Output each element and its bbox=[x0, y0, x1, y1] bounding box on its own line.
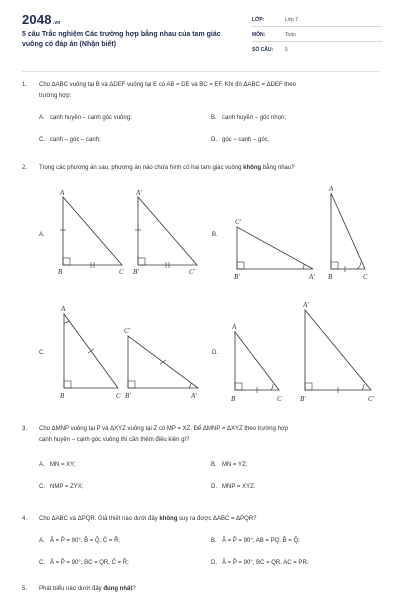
option-b[interactable]: B. bbox=[212, 232, 218, 238]
meta-grade-value: Lớp 7 bbox=[285, 17, 299, 23]
option-label: B. bbox=[211, 538, 217, 544]
option-label: C. bbox=[39, 137, 45, 143]
triangle-abc-prime bbox=[300, 301, 375, 403]
meta-subject-value: Toán bbox=[285, 32, 296, 38]
question-5 bbox=[22, 584, 380, 596]
triangle-abc-prime bbox=[133, 189, 197, 276]
point-label: A bbox=[329, 185, 334, 193]
point-label: B bbox=[60, 392, 65, 400]
option-text: cạnh – góc – cạnh; bbox=[50, 137, 101, 143]
logo-ext: .vn bbox=[52, 20, 61, 26]
page-header bbox=[0, 0, 400, 70]
option-label: A. bbox=[39, 115, 45, 121]
triangle-abc bbox=[58, 189, 124, 276]
figure-d bbox=[225, 298, 380, 410]
option-label: D. bbox=[211, 560, 217, 566]
option-d[interactable]: D. bbox=[212, 350, 218, 356]
question-text-emphasis: đúng nhất bbox=[103, 586, 133, 592]
question-3 bbox=[22, 424, 380, 494]
point-label: A' bbox=[191, 392, 197, 400]
question-text-part: Trong các phương án sau, phương án nào chứa hình có hai tam giác vuông bbox=[39, 165, 244, 171]
meta-grade bbox=[252, 14, 382, 27]
question-text bbox=[39, 584, 379, 595]
option-label: D. bbox=[211, 484, 217, 490]
meta-count-value: 5 bbox=[285, 47, 288, 53]
question-4 bbox=[22, 514, 380, 574]
option-text: Â = P̂ = 90°, B̂ = Q̂, Ĉ = R̂; bbox=[50, 538, 121, 544]
question-text bbox=[39, 514, 379, 525]
document-title: 5 câu Trắc nghiệm Các trường hợp bằng nhau của tam giác vuông có đáp án (Nhận biết) bbox=[22, 31, 221, 48]
meta-grade-key: LỚP: bbox=[252, 17, 265, 23]
question-text-emphasis: không bbox=[159, 516, 178, 522]
point-label: C bbox=[116, 392, 121, 400]
question-text-emphasis: không bbox=[243, 165, 262, 171]
option-c[interactable]: C. bbox=[39, 350, 45, 356]
point-label: C bbox=[363, 273, 368, 281]
point-label: A bbox=[60, 189, 65, 197]
option-text: Â = P̂ = 90°, AB = PQ, B̂ = Q̂; bbox=[222, 538, 300, 544]
question-text-line: Cho ΔMNP vuông tại P và ΔXYZ vuông tại Z có MP = XZ. Để ΔMNP = ΔXYZ theo trường hợp bbox=[39, 426, 289, 432]
meta-divider bbox=[252, 41, 382, 42]
option-a[interactable]: A. bbox=[39, 232, 45, 238]
option-text: MN = YZ; bbox=[222, 462, 248, 468]
point-label: C' bbox=[368, 395, 375, 403]
point-label: C' bbox=[124, 327, 131, 335]
triangle-abc bbox=[328, 185, 368, 281]
point-label: B' bbox=[234, 273, 240, 281]
header-divider bbox=[22, 71, 380, 72]
point-label: A' bbox=[303, 301, 309, 309]
option-label: B. bbox=[211, 115, 217, 121]
question-number: 5. bbox=[22, 586, 28, 592]
question-text-line: trường hợp: bbox=[39, 93, 72, 99]
question-text-part: bằng nhau? bbox=[261, 165, 295, 171]
option-text: NMP = ZYX; bbox=[50, 484, 84, 490]
question-1 bbox=[22, 80, 380, 152]
question-text-part: suy ra được ΔABC = ΔPQR? bbox=[177, 516, 257, 522]
figure-c bbox=[50, 300, 200, 410]
meta-subject bbox=[252, 29, 382, 42]
question-text-part: ? bbox=[132, 586, 136, 592]
question-text bbox=[39, 163, 379, 174]
option-text: cạnh huyền – góc nhọn; bbox=[222, 115, 287, 121]
point-label: C' bbox=[235, 218, 242, 226]
meta-subject-key: MÔN: bbox=[252, 32, 266, 38]
triangle-abc-prime bbox=[124, 327, 198, 400]
point-label: B bbox=[328, 273, 333, 281]
option-text: MNP = XYZ. bbox=[222, 484, 256, 490]
question-text-line: cạnh huyền – cạnh góc vuông thì cần thêm điều kiện gì? bbox=[39, 437, 190, 443]
option-text: Â = P̂ = 90°, BC = QR, Ĉ = R̂; bbox=[50, 560, 129, 566]
question-number: 2. bbox=[22, 165, 28, 171]
option-text: Â = P̂ = 90°, BC = QR, AC = PR. bbox=[222, 560, 309, 566]
figure-b bbox=[225, 185, 380, 285]
point-label: A bbox=[61, 305, 66, 313]
point-label: C bbox=[119, 268, 124, 276]
question-text-part: Phát biểu nào dưới đây bbox=[39, 586, 104, 592]
option-text: MN = XY; bbox=[50, 462, 76, 468]
triangle-abc-prime bbox=[234, 218, 315, 281]
meta-count bbox=[252, 44, 382, 57]
option-text: góc – cạnh – góc. bbox=[222, 137, 270, 143]
triangle-abc bbox=[60, 305, 121, 400]
site-logo[interactable] bbox=[22, 12, 61, 27]
logo-text: 2048 bbox=[22, 12, 52, 27]
point-label: A' bbox=[136, 189, 142, 197]
question-2 bbox=[22, 163, 380, 175]
point-label: B bbox=[231, 395, 236, 403]
option-label: C. bbox=[39, 484, 45, 490]
point-label: C bbox=[277, 395, 282, 403]
point-label: A bbox=[232, 323, 237, 331]
triangle-abc bbox=[231, 323, 282, 403]
option-label: D. bbox=[211, 137, 217, 143]
point-label: C' bbox=[189, 268, 196, 276]
question-number: 3. bbox=[22, 426, 28, 432]
question-text-line: Cho ΔABC vuông tại B và ΔDEF vuông tại E có AB = DE và BC = EF. Khi đó ΔABC = ΔDEF theo bbox=[39, 82, 296, 88]
question-text bbox=[39, 80, 379, 102]
meta-divider bbox=[252, 26, 382, 27]
meta-count-key: SỐ CÂU: bbox=[252, 47, 274, 53]
figure-a bbox=[50, 185, 200, 285]
option-label: B. bbox=[211, 462, 217, 468]
question-text-part: Cho ΔABC và ΔPQR. Giả thiết nào dưới đây bbox=[39, 516, 160, 522]
point-label: B' bbox=[300, 395, 306, 403]
option-label: C. bbox=[39, 560, 45, 566]
option-text: cạnh huyền – cạnh góc vuông; bbox=[50, 115, 132, 121]
question-number: 1. bbox=[22, 82, 28, 88]
option-label: A. bbox=[39, 462, 45, 468]
point-label: B' bbox=[125, 392, 131, 400]
point-label: A' bbox=[309, 273, 315, 281]
question-text bbox=[39, 424, 379, 446]
point-label: B' bbox=[133, 268, 139, 276]
option-label: A. bbox=[39, 538, 45, 544]
question-number: 4. bbox=[22, 516, 28, 522]
point-label: B bbox=[58, 268, 63, 276]
